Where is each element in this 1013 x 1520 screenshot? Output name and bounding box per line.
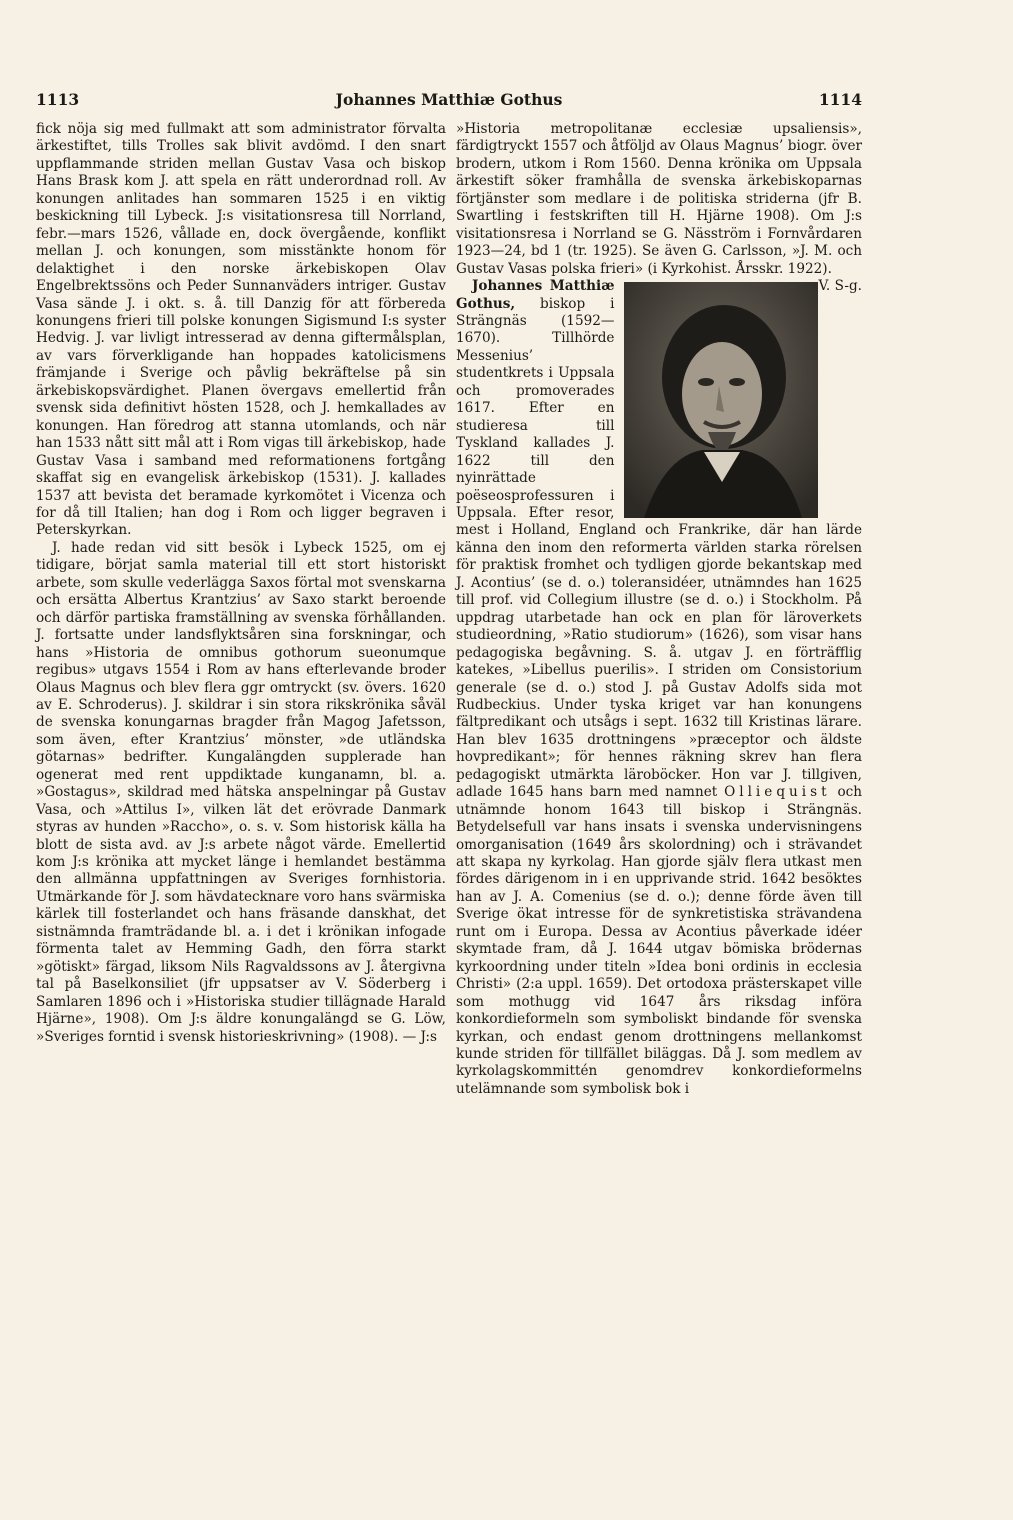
left-paragraph-2: J. hade redan vid sitt besök i Lybeck 1525, om ej tidigare, börjat samla material till ett stort historiskt arbete, som skulle vederlägga Saxos förtal mot svenskarna och ersätta Albertus Krantzius’ av Saxo starkt beroende och därför partiska framställning av svenska förhållanden. J. fortsatte under landsflyktsåren sina forskningar, och hans »Historia de omnibus gothorum sueonumque regibus» utgavs 1554 i Rom av hans efterlevande broder Olaus Magnus och blev flera ggr omtryckt (sv. övers. 1620 av E. Schroderus). J. skildrar i sin stora rikskrönika såväl de svenska konungarnas bragder från Magog Jafetsson, som även, efter Krantzius’ mönster, »de utländska götarnas» bedrifter. Kungalängden supplerade han ogenerat med rent uppdiktade kunganamn, bl. a. »Gostagus», skildrad med hätska anspelningar på Gustav Vasa, och »Attilus I», vilken lät det erövrade Danmark styras av hunden »Raccho», o. s. v. Som historisk källa ha blott de sista avd. av J:s arbete något värde. Emellertid kom J:s krönika att mycket länge i hemlandet bestämma den allmänna uppfattningen av Sveriges fornhistoria. Utmärkande för J. som hävdatecknare voro hans svärmiska kärlek till fosterlandet och hans fräsande danskhat, det sistnämnda framträdande bl. a. i det i krönikan infogade förmenta talet av Hemming Gadh, den förra starkt »götiskt» färgad, liksom Nils Ragvaldssons av J. återgivna tal på Baselkonsiliet (jfr uppsatser av V. Söderberg i Samlaren 1896 och i »Historiska studier tillägnade Harald Hjärne», 1908). Om J:s äldre konungalängd se G. Löw, »Sveriges forntid i svensk historieskrivning» (1908). — J:s — [36, 539, 446, 1045]
running-title: Johannes Matthiæ Gothus — [335, 90, 563, 109]
portrait-image — [624, 282, 818, 518]
portrait-figure — [624, 282, 818, 518]
right-paragraph-1-text: »Historia metropolitanæ ecclesiæ upsaliensis», färdigtryckt 1557 och åtföljd av Olaus Magnus’ biogr. över brodern, utkom i Rom 1560. Denna krönika om Uppsala ärkestift söker framhålla de svenska ärkebiskoparnas förtjänster som medlare i de politiska striderna (jfr B. Swartling i festskriften till H. Hjärne 1908). Om J:s visitationsresa i Norrland se G. Näsström i Fornvårdaren 1923—24, bd 1 (tr. 1925). Se även G. Carlsson, »J. M. och Gustav Vasas polska frieri» (i Kyrkohist. Årsskr. 1922). — [456, 121, 862, 277]
author-signature: V. S-g. — [818, 278, 862, 295]
entry-text-b: och utnämnde honom 1643 till biskop i Strängnäs. Betydelsefull var hans insats i svenska undervisningens omorganisation (1649 års skolordning) och i strävandet att skapa ny kyrkolag. Han gjorde själv flera utkast men fördes därigenom in i en upprivande strid. 1642 besöktes han av J. A. Comenius (se d. o.); denne förde även till Sverige ökat intresse för de synkretistiska strävandena runt om i Europa. Dessa av Acontius påverkade idéer skymtade fram, då J. 1644 utgav bömiska brödernas kyrkoordning under titeln »Idea boni ordinis in ecclesia Christi» (2:a uppl. 1659). Det ortodoxa prästerskapet ville som mothugg vid 1647 års riksdag införa konkordieformeln som symboliskt bindande för svenska kyrkan, och endast genom drottningens mellankomst kunde striden för tillfället biläggas. Då J. som medlem av kyrkolagskommittén genomdrev konkordieformelns utelämnande som symbolisk bok i — [456, 784, 863, 1097]
page-number-right: 1114 — [818, 90, 862, 109]
entry-gothus — [456, 278, 862, 1098]
page-number-left: 1113 — [36, 90, 80, 109]
left-paragraph-1: fick nöja sig med fullmakt att som administrator förvalta ärkestiftet, tills Trolles sak blivit avdömd. I den snart uppflammande striden mellan Gustav Vasa och biskop Hans Brask kom J. att spela en rätt underordnad roll. Av konungen anlitades han sommaren 1525 i en viktig beskickning till Lybeck. J:s visitationsresa till Norrland, febr.—mars 1526, vållade en, dock övergående, konflikt mellan J. och konungen, som misstänkte honom för delaktighet i den norske ärkebiskopen Olav Engelbrektssöns och Peder Sunnanväders intriger. Gustav Vasa sände J. i okt. s. å. till Danzig för att förbereda konungens frieri till polske konungen Sigismund I:s syster Hedvig. J. var livligt intresserad av denna giftermålsplan, av vars förverkligande han hoppades katolicismens främjande i Sverige och påvlig bekräftelse på sin ärkebiskopsvärdighet. Planen övergavs emellertid från svensk sida definitivt hösten 1528, och J. hemkallades av konungen. Han föredrog att stanna utomlands, och när han 1533 nått sitt mål att i Rom vigas till ärkebiskop, hade Gustav Vasa i samband med reformationens fortgång skaffat sig en evangelisk ärkebiskop (1531). J. kallades 1537 att bevista det beramade kyrkomötet i Vicenza och for då till Italien; han dog i Rom och ligger begraven i Peterskyrkan. — [36, 121, 446, 539]
running-header — [36, 90, 862, 114]
left-column — [36, 121, 446, 1046]
spaced-surname: Olliequist — [724, 784, 831, 801]
entry-headword: Johannes Matthiæ Gothus, — [456, 278, 615, 312]
right-column — [456, 121, 862, 1098]
entry-text-a: biskop i Strängnäs (1592—1670). Tillhörde Messenius’ studentkrets i Uppsala och promoverades 1617. Efter en studieresa till Tyskland kallades J. 1622 till den nyinrättade poëseosprofessuren i Uppsala. Efter resor, mest i Holland, England och Frankrike, där han lärde känna den inom den reformerta världen starka rörelsen för praktisk fromhet och tydligen gjorde bekantskap med J. Acontius’ (se d. o.) toleransidéer, utnämndes han 1625 till prof. vid Collegium illustre (se d. o.) i Stockholm. På uppdrag utarbetade han ock en plan för läroverkets studieordning, »Ratio studiorum» (1626), som visar hans pedagogiska begåvning. S. å. utgav J. en förträfflig katekes, »Libellus puerilis». I striden om Consistorium generale (se d. o.) stod J. på Gustav Adolfs sida mot Rudbeckius. Under tyska kriget var han konungens fältpredikant och utsågs i sept. 1632 till Kristinas lärare. Han blev 1635 drottningens »præceptor och äldste hovpredikant»; för hennes räkning skrev han flera pedagogiskt utmärkta läroböcker. Hon var J. tillgiven, adlade 1645 hans barn med namnet — [456, 295, 862, 801]
